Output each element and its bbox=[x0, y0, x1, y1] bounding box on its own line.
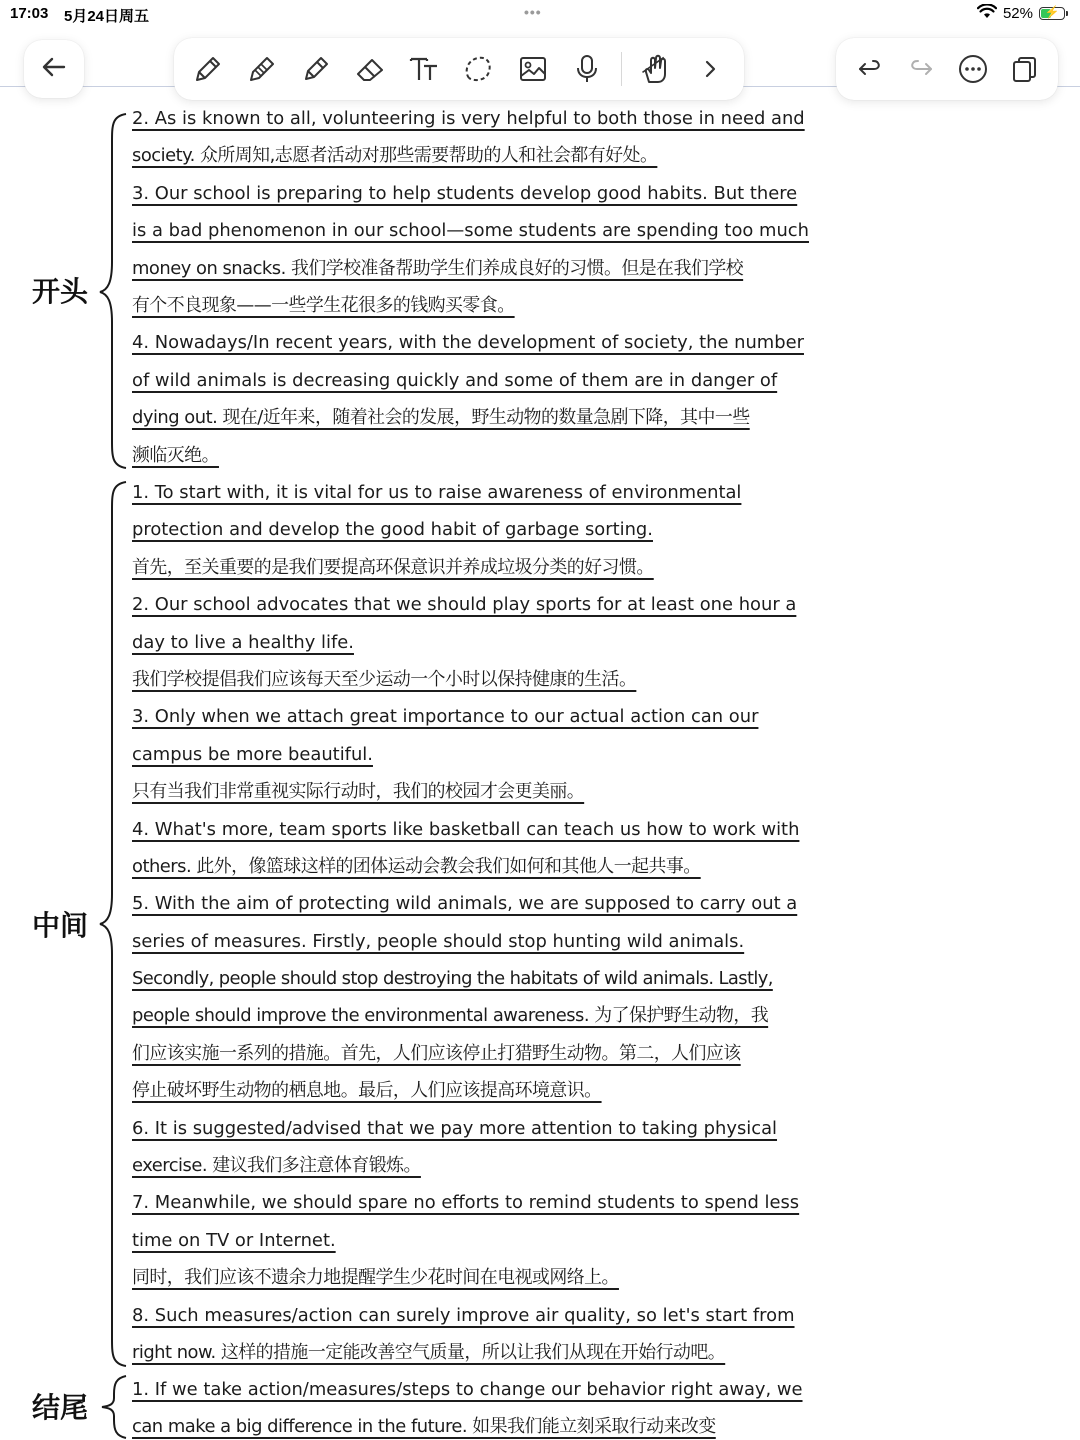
lasso-icon bbox=[461, 52, 495, 86]
text-line: others. 此外，像篮球这样的团体运动会教会我们如何和其他人一起共事。 bbox=[132, 855, 701, 877]
text-line: Secondly, people should stop destroying the habitats of wild animals. Lastly, bbox=[132, 968, 773, 990]
highlighter-tool-button[interactable] bbox=[296, 49, 336, 89]
section-ending-lines bbox=[132, 1371, 1080, 1440]
more-button[interactable] bbox=[953, 49, 993, 89]
section-label-ending: 结尾 bbox=[32, 1391, 89, 1424]
redo-icon bbox=[907, 55, 935, 83]
section-label-opening: 开头 bbox=[32, 275, 89, 308]
text-line: series of measures. Firstly, people should stop hunting wild animals. bbox=[132, 930, 745, 952]
text-line: can make a big difference in the future. 如果我们能立刻采取行动来改变 bbox=[132, 1416, 716, 1438]
text-line: 3. Only when we attach great importance to our actual action can our bbox=[132, 706, 759, 728]
touch-hand-icon bbox=[639, 52, 673, 86]
status-bar bbox=[0, 0, 1080, 30]
undo-button[interactable] bbox=[850, 49, 890, 89]
text-line: 2. Our school advocates that we should play sports for at least one hour a bbox=[132, 594, 797, 616]
text-line: right now. 这样的措施一定能改善空气质量，所以让我们从现在开始行动吧。 bbox=[132, 1341, 726, 1363]
pages-icon bbox=[1009, 54, 1039, 84]
text-line: society. 众所周知,志愿者活动对那些需要帮助的人和社会都有好处。 bbox=[132, 145, 658, 167]
lasso-tool-button[interactable] bbox=[458, 49, 498, 89]
pen-icon bbox=[191, 52, 225, 86]
battery-icon bbox=[1039, 7, 1065, 20]
text-line: 8. Such measures/action can surely improve air quality, so let's start from bbox=[132, 1304, 795, 1326]
text-line: 2. As is known to all, volunteering is very helpful to both those in need and bbox=[132, 108, 805, 129]
more-icon bbox=[956, 52, 990, 86]
status-time: 17:03 bbox=[10, 5, 49, 22]
brace-middle bbox=[96, 480, 130, 1368]
status-date: 5月24日周五 bbox=[64, 8, 150, 25]
text-line: 濒临灭绝。 bbox=[132, 444, 219, 466]
microphone-icon bbox=[570, 52, 604, 86]
text-tool-button[interactable] bbox=[404, 49, 444, 89]
text-line: 4. Nowadays/In recent years, with the development of society, the number bbox=[132, 332, 804, 354]
microphone-tool-button[interactable] bbox=[567, 49, 607, 89]
image-tool-button[interactable] bbox=[513, 49, 553, 89]
text-line: exercise. 建议我们多注意体育锻炼。 bbox=[132, 1155, 421, 1177]
text-line: is a bad phenomenon in our school—some students are spending too much bbox=[132, 220, 809, 242]
section-label-middle: 中间 bbox=[32, 909, 89, 942]
pen-tool-button[interactable] bbox=[188, 49, 228, 89]
text-line: time on TV or Internet. bbox=[132, 1229, 336, 1251]
back-button[interactable] bbox=[24, 40, 84, 98]
text-line: 同时，我们应该不遗余力地提醒学生少花时间在电视或网络上。 bbox=[132, 1267, 619, 1289]
action-toolbar bbox=[836, 38, 1058, 100]
text-line: 我们学校提倡我们应该每天至少运动一个小时以保持健康的生活。 bbox=[132, 668, 637, 690]
text-line: 们应该实施一系列的措施。首先，人们应该停止打猎野生动物。第二，人们应该 bbox=[132, 1042, 741, 1064]
text-line: protection and develop the good habit of garbage sorting. bbox=[132, 519, 653, 541]
redo-button[interactable] bbox=[901, 49, 941, 89]
text-line: day to live a healthy life. bbox=[132, 631, 354, 653]
text-line: 首先，至关重要的是我们要提高环保意识并养成垃圾分类的好习惯。 bbox=[132, 556, 654, 578]
touch-mode-button[interactable] bbox=[636, 49, 676, 89]
status-indicators bbox=[977, 4, 1068, 23]
text-line: 只有当我们非常重视实际行动时，我们的校园才会更美丽。 bbox=[132, 781, 585, 803]
text-line: dying out. 现在/近年来，随着社会的发展，野生动物的数量急剧下降，其中一些 bbox=[132, 407, 750, 429]
more-tools-button[interactable] bbox=[690, 49, 730, 89]
image-icon bbox=[516, 52, 550, 86]
highlighter-icon bbox=[299, 52, 333, 86]
multitasking-dots[interactable]: ••• bbox=[524, 4, 542, 20]
charging-bolt-icon: ⚡ bbox=[1044, 5, 1060, 19]
chevron-right-icon bbox=[698, 57, 722, 81]
section-opening-lines bbox=[132, 100, 1080, 474]
back-arrow-icon bbox=[40, 55, 68, 83]
toolbar-separator bbox=[621, 52, 622, 86]
text-line: 4. What's more, team sports like basketball can teach us how to work with bbox=[132, 818, 800, 840]
brace-opening bbox=[96, 112, 130, 470]
battery-tip bbox=[1066, 11, 1068, 16]
pen-alt-tool-button[interactable] bbox=[242, 49, 282, 89]
text-line: campus be more beautiful. bbox=[132, 743, 373, 765]
text-line: 7. Meanwhile, we should spare no efforts to remind students to spend less bbox=[132, 1192, 800, 1214]
pages-button[interactable] bbox=[1004, 49, 1044, 89]
section-middle-lines bbox=[132, 474, 1080, 1371]
text-line: 1. To start with, it is vital for us to raise awareness of environmental bbox=[132, 482, 742, 503]
pen-alt-icon bbox=[245, 52, 279, 86]
eraser-tool-button[interactable] bbox=[350, 49, 390, 89]
undo-icon bbox=[856, 55, 884, 83]
note-page[interactable] bbox=[0, 100, 1080, 1440]
drawing-toolbar bbox=[174, 38, 744, 100]
text-line: money on snacks. 我们学校准备帮助学生们养成良好的习惯。但是在我们学校 bbox=[132, 257, 744, 279]
battery-percent: 52% bbox=[1002, 5, 1033, 22]
text-line: 5. With the aim of protecting wild animals, we are supposed to carry out a bbox=[132, 893, 798, 915]
text-line: 停止破坏野生动物的栖息地。最后，人们应该提高环境意识。 bbox=[132, 1080, 602, 1102]
text-line: 3. Our school is preparing to help students develop good habits. But there bbox=[132, 182, 798, 204]
text-tool-icon bbox=[407, 52, 441, 86]
text-line: 有个不良现象——一些学生花很多的钱购买零食。 bbox=[132, 294, 515, 316]
wifi-icon bbox=[977, 4, 997, 23]
brace-ending bbox=[96, 1374, 130, 1440]
text-line: of wild animals is decreasing quickly and some of them are in danger of bbox=[132, 369, 778, 391]
text-line: 6. It is suggested/advised that we pay more attention to taking physical bbox=[132, 1117, 778, 1139]
text-line: people should improve the environmental awareness. 为了保护野生动物，我 bbox=[132, 1005, 769, 1027]
eraser-icon bbox=[353, 52, 387, 86]
text-line: 1. If we take action/measures/steps to change our behavior right away, we bbox=[132, 1379, 803, 1400]
